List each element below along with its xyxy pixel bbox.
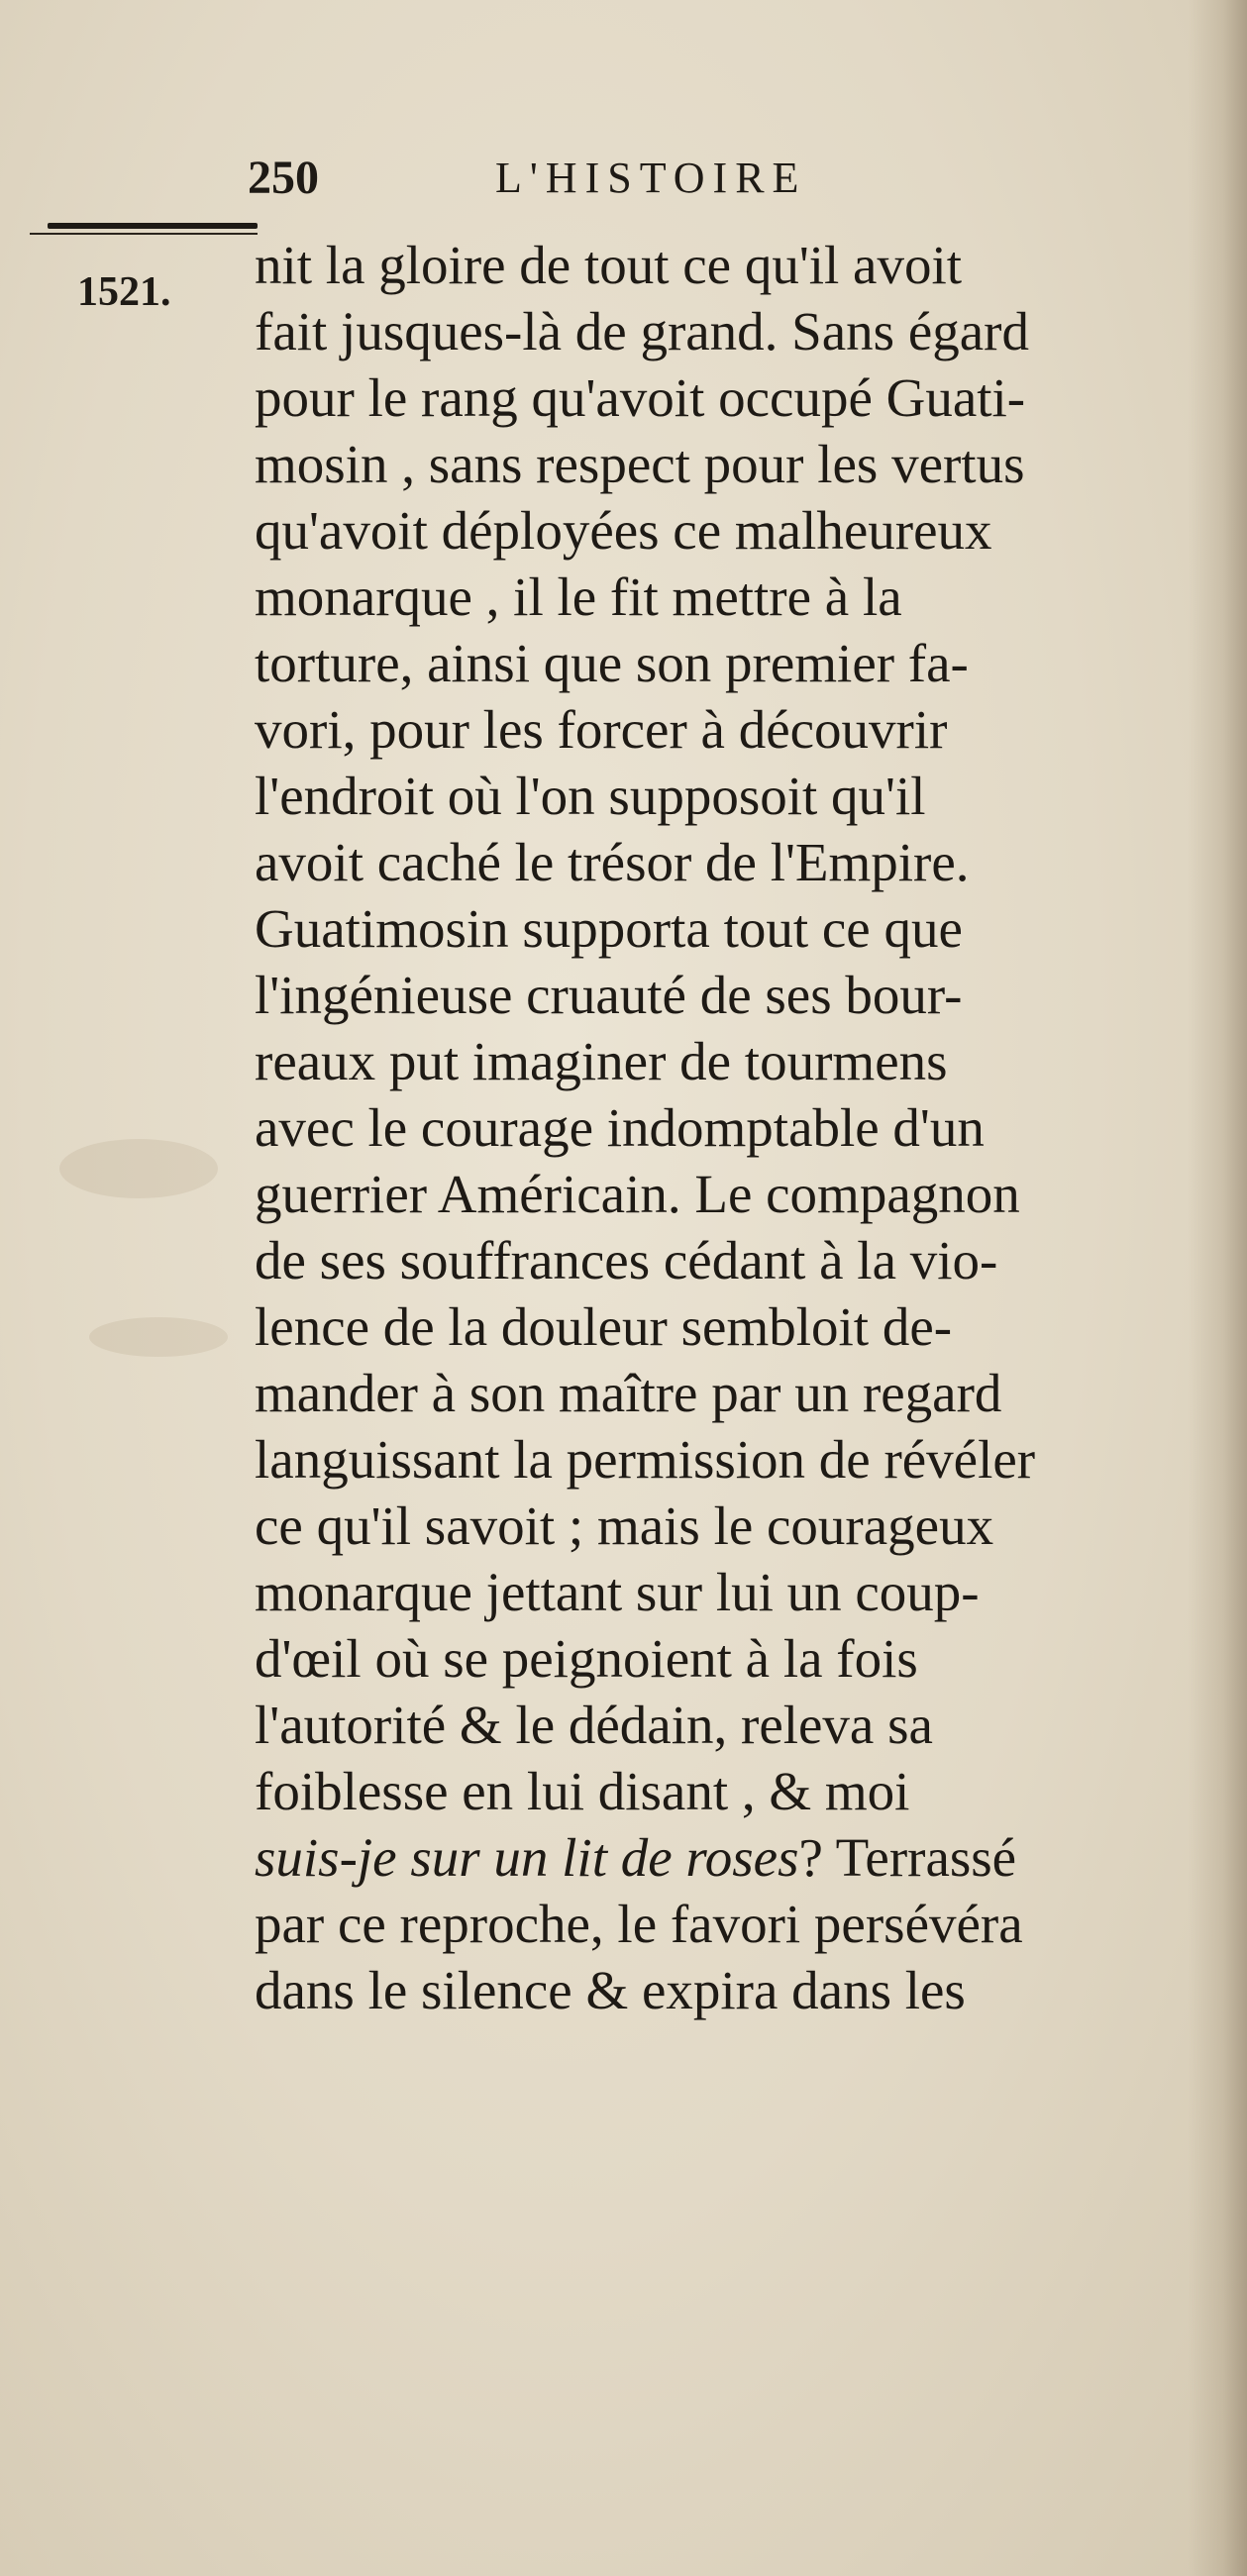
margin-year: 1521. <box>77 269 171 315</box>
text-line: par ce reproche, le favori persévéra <box>255 1894 1023 1954</box>
text-line: ce qu'il savoit ; mais le courageux <box>255 1495 994 1556</box>
running-head: L'HISTOIRE <box>495 154 807 202</box>
text-line: dans le silence & expira dans les <box>255 1960 966 2020</box>
text-line: avoit caché le trésor de l'Empire. <box>255 832 970 892</box>
text-line: d'œil où se peignoient à la fois <box>255 1628 918 1689</box>
body-text <box>255 232 1166 2023</box>
text-line: foiblesse en lui disant , & moi <box>255 1761 910 1821</box>
text-line: l'endroit où l'on supposoit qu'il <box>255 766 926 826</box>
text-line: monarque jettant sur lui un coup- <box>255 1562 980 1622</box>
header-rule-thick <box>48 223 258 229</box>
paper-stain <box>59 1139 218 1198</box>
text-line-tail: ? Terrassé <box>798 1827 1017 1888</box>
text-line: reaux put imaginer de tourmens <box>255 1031 948 1091</box>
text-line: pour le rang qu'avoit occupé Guati- <box>255 367 1026 428</box>
italic-quote: suis-je sur un lit de roses <box>255 1827 799 1888</box>
text-line: lence de la douleur sembloit de- <box>255 1296 953 1357</box>
text-line: languissant la permission de révéler <box>255 1429 1036 1490</box>
text-line: de ses souffrances cédant à la vio- <box>255 1230 998 1290</box>
text-line: vori, pour les forcer à découvrir <box>255 699 948 760</box>
text-line: torture, ainsi que son premier fa- <box>255 633 969 693</box>
text-line: monarque , il le fit mettre à la <box>255 567 902 627</box>
text-line: fait jusques-là de grand. Sans égard <box>255 301 1029 361</box>
text-line: mosin , sans respect pour les vertus <box>255 434 1025 494</box>
page-edge-shadow <box>1188 0 1247 2576</box>
header-rule <box>30 223 228 233</box>
text-line: Guatimosin supporta tout ce que <box>255 898 963 959</box>
page-number: 250 <box>248 152 319 204</box>
text-line: qu'avoit déployées ce malheureux <box>255 500 992 561</box>
header-rule-thin <box>30 233 258 235</box>
page-header <box>248 149 961 208</box>
text-line: avec le courage indomptable d'un <box>255 1097 985 1158</box>
text-line: l'autorité & le dédain, releva sa <box>255 1695 933 1755</box>
text-line-mixed <box>255 1824 1166 1891</box>
text-line: guerrier Américain. Le compagnon <box>255 1164 1020 1224</box>
text-line: nit la gloire de tout ce qu'il avoit <box>255 235 963 295</box>
text-line: mander à son maître par un regard <box>255 1363 1002 1423</box>
paper-stain <box>89 1317 228 1357</box>
text-line: l'ingénieuse cruauté de ses bour- <box>255 965 963 1025</box>
